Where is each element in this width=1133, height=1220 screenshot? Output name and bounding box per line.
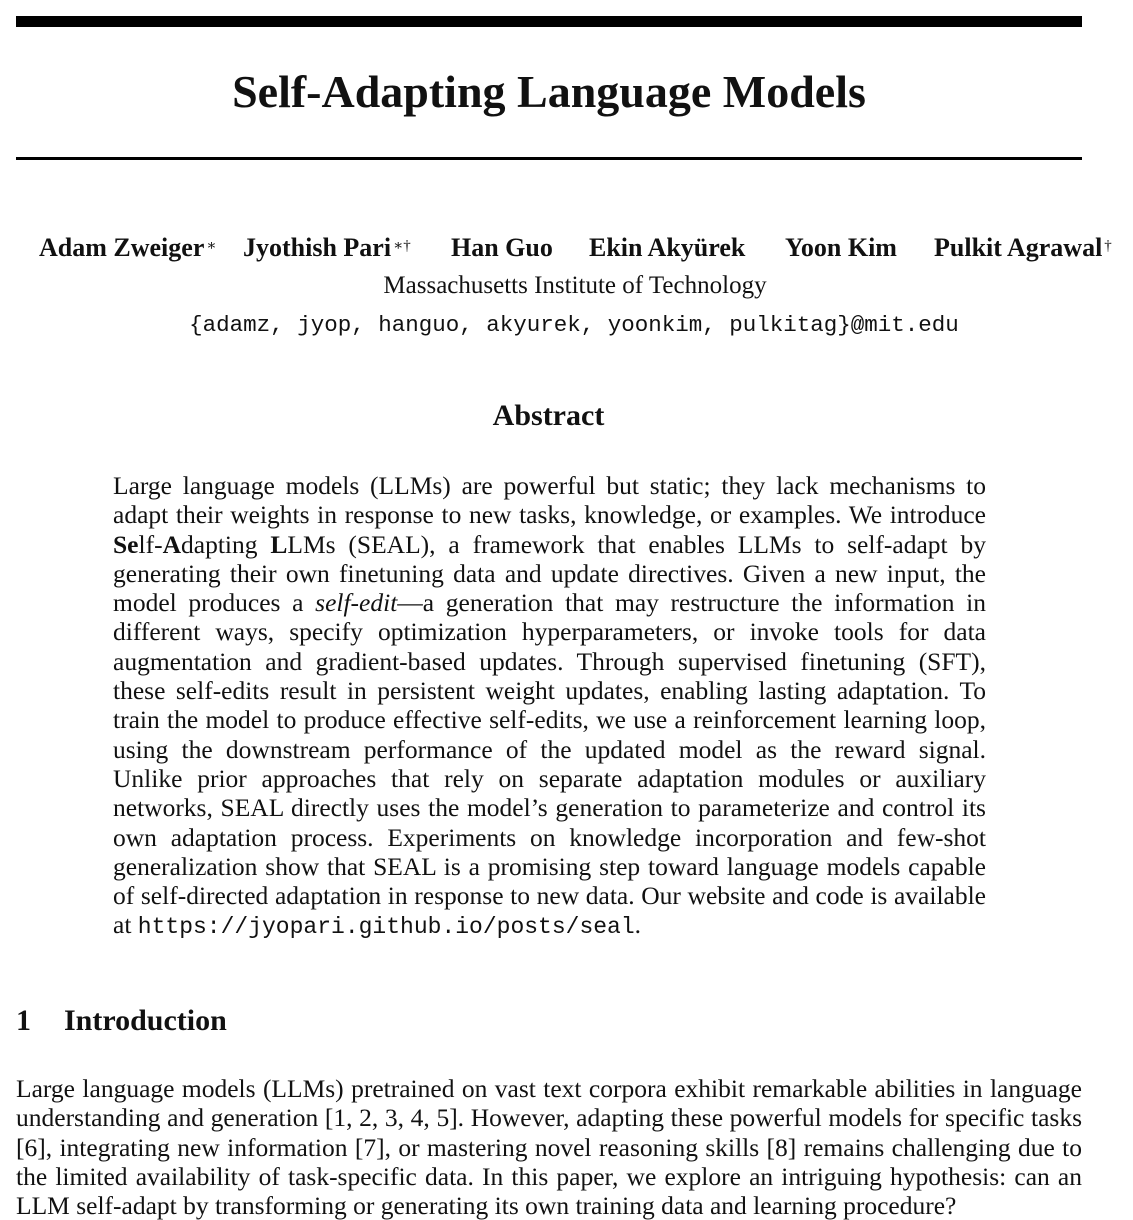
acronym-letters: A	[162, 529, 181, 559]
project-url: https://jyopari.github.io/posts/seal	[137, 914, 635, 941]
author-mark: †	[1104, 238, 1112, 254]
abstract-segment: .	[634, 910, 642, 940]
author-mark: ∗	[206, 238, 217, 254]
abstract-heading: Abstract	[492, 399, 605, 432]
abstract-text	[113, 471, 986, 943]
author-adam-zweiger	[39, 230, 217, 266]
section-heading-introduction	[16, 1002, 227, 1040]
section-title: Introduction	[64, 1004, 227, 1037]
abstract-segment: —a generation that may restructure the information in different ways, specify optimization hyperparameters, or invoke tools for data augmentation and gradient-based updates. Through supervised finetuning (SFT), these self-edits result in persistent weight updates, enabling lasting adaptation. To train the model to produce effective self-edits, we use a reinforcement learning loop, using the downstream performance of the updated model as the reward signal. Unlike prior approaches that rely on separate adaptation modules or auxiliary networks, SEAL directly uses the model’s generation to parameterize and control its own adaptation process. Experiments on knowledge incorporation and few-shot generalization show that SEAL is a promising step toward language models capable of self-directed adaptation in response to new data. Our website and code is available at	[113, 588, 986, 940]
author-name: Han Guo	[451, 233, 553, 262]
section-number: 1	[16, 1004, 31, 1037]
author-name: Ekin Akyürek	[589, 233, 746, 262]
author-name: Adam Zweiger	[39, 233, 205, 262]
author-ekin-akyurek	[589, 230, 745, 266]
author-pulkit-agrawal	[934, 230, 1112, 266]
author-han-guo	[451, 230, 553, 266]
acronym-letters: Se	[113, 529, 139, 559]
abstract-segment: lf-	[138, 529, 163, 559]
introduction-text: Large language models (LLMs) pretrained on vast text corpora exhibit remarkable abilities in language understanding and generation [1, 2, 3, 4, 5]. However, adapting these powerful models for specific tasks [6], integrating new information [7], or mastering novel reasoning skills [8] remains challenging due to the limited availability of task-specific data. In this paper, we explore an intriguing hypothesis: can an LLM self-adapt by transforming or generating its own training data and learning procedure?	[16, 1074, 1082, 1220]
author-mark: ∗†	[393, 238, 411, 254]
abstract-segment: LMs (SEAL), a framework that enables LLMs to self-adapt by generating their own finetuning data and update directives. Given a new input, the model produces a	[113, 529, 986, 618]
top-rule	[16, 16, 1082, 27]
author-jyothish-pari	[243, 230, 411, 266]
abstract-segment: dapting	[181, 529, 271, 559]
author-emails: {adamz, jyop, hanguo, akyurek, yoonkim, pulkitag}@mit.edu	[189, 312, 959, 338]
abstract-segment: Large language models (LLMs) are powerful but static; they lack mechanisms to adapt their weights in response to new tasks, knowledge, or examples. We introduce	[113, 471, 986, 530]
affiliation: Massachusetts Institute of Technology	[383, 272, 767, 299]
author-yoon-kim	[785, 230, 897, 266]
author-name: Pulkit Agrawal	[934, 233, 1103, 262]
self-edit-term: self-edit	[315, 588, 398, 618]
paper-title: Self-Adapting Language Models	[232, 66, 866, 117]
title-rule	[16, 157, 1082, 160]
acronym-letters: L	[270, 529, 288, 559]
author-name: Yoon Kim	[785, 233, 897, 262]
author-name: Jyothish Pari	[243, 233, 392, 262]
